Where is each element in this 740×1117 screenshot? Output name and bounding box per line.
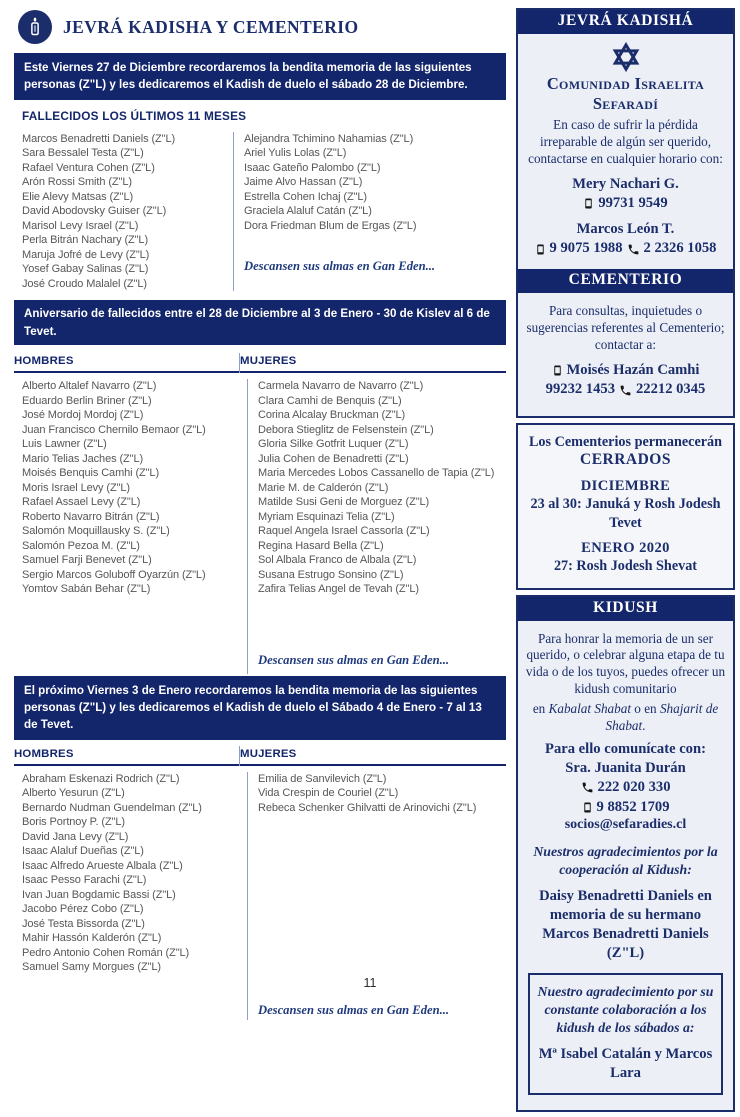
- section2-headers: [14, 353, 506, 373]
- list-item-name: Isaac Alfredo Arueste Albala (Z"L): [22, 859, 183, 872]
- list-item-name: Dora Friedman Blum de Ergas (Z"L): [244, 219, 417, 232]
- list-item-name: Yosef Gabay Salinas (Z"L): [22, 263, 149, 276]
- section2-left-list: [14, 379, 247, 674]
- phone-row: [525, 778, 726, 798]
- closed-month: DICIEMBRE: [580, 478, 671, 495]
- memorial-candle-icon: [18, 10, 52, 44]
- list-item-name: Ariel Yulis Lolas (Z"L): [244, 147, 347, 160]
- blessing-text: Descansen sus almas en Gan Eden...: [258, 652, 450, 667]
- list-item-name: Salomón Moquillausky S. (Z"L): [22, 525, 170, 538]
- list-item-name: Emilia de Sanvilevich (Z"L): [258, 772, 387, 785]
- text-run: o en: [631, 701, 660, 717]
- organization-name: Comunidad Israelita Sefaradí: [546, 74, 705, 113]
- phone-row: [525, 239, 726, 259]
- list-item-name: Alberto Yesurun (Z"L): [22, 787, 125, 800]
- list-item-name: Sol Albala Franco de Albala (Z"L): [258, 554, 417, 567]
- list-item-name: José Mordoj Mordoj (Z"L): [22, 409, 144, 422]
- list-item-name: Susana Estrugo Sonsino (Z"L): [258, 568, 404, 581]
- mobile-phone-icon: [583, 197, 594, 210]
- page-title: JEVRÁ KADISHA Y CEMENTERIO: [63, 16, 359, 37]
- text-run-italic: Kabalat Shabat: [548, 701, 631, 717]
- cemeteries-closed-box: [516, 423, 735, 590]
- list-item-name: Moris Israel Levy (Z"L): [22, 481, 130, 494]
- list-item-name: Regina Hasard Bella (Z"L): [258, 539, 384, 552]
- closed-month: ENERO 2020: [581, 540, 670, 557]
- banner-aniversario: Aniversario de fallecidos entre el 28 de Diciembre al 3 de Enero - 30 de Kislev al 6 de Tevet.: [14, 300, 506, 345]
- list-item-name: Boris Portnoy P. (Z"L): [22, 816, 125, 829]
- kidush-cta: Para ello comunícate con:: [545, 740, 706, 757]
- cementerio-text: Para consultas, inquietudes o sugerencias referentes al Cementerio; contactar a:: [526, 302, 725, 352]
- kidush-text: Para honrar la memoria de un ser querido, o celebrar alguna etapa de tu vida o de los tuyos, puedes ofrecer un kidush comunitario: [525, 630, 726, 697]
- list-item-name: Vida Crespin de Couriel (Z"L): [258, 787, 399, 800]
- section3-right-list: [258, 772, 506, 816]
- list-item-name: Isaac Alaluf Dueñas (Z"L): [22, 845, 144, 858]
- section1-right-list: [244, 132, 506, 234]
- list-item-name: Sara Bessalel Testa (Z"L): [22, 147, 144, 160]
- text-run: en: [532, 701, 549, 717]
- phone-number: 99232 1453: [545, 381, 615, 398]
- list-item-name: Perla Bitrán Nachary (Z"L): [22, 234, 149, 247]
- main-column: [14, 8, 506, 1020]
- list-item-name: Matilde Susi Geni de Morguez (Z"L): [258, 496, 430, 509]
- thanks-names: Mª Isabel Catalán y Marcos Lara: [538, 1045, 713, 1081]
- list-item-name: Bernardo Nudman Guendelman (Z"L): [22, 801, 202, 814]
- list-item-name: Raquel Angela Israel Cassorla (Z"L): [258, 525, 430, 538]
- list-item-name: Isaac Gateño Palombo (Z"L): [244, 161, 381, 174]
- list-item-name: Eduardo Berlin Briner (Z"L): [22, 394, 152, 407]
- section2-name-columns: [14, 373, 506, 674]
- closed-line: CERRADOS: [580, 451, 671, 469]
- list-item-name: Sergio Marcos Goluboff Oyarzún (Z"L): [22, 568, 206, 581]
- phone-number: 9 9075 1988: [549, 240, 623, 257]
- blessing-text: Descansen sus almas en Gan Eden...: [244, 259, 436, 274]
- kidush-content: [518, 621, 733, 1110]
- hombres-header: HOMBRES: [14, 746, 239, 766]
- phone-row: [525, 194, 726, 214]
- list-item-name: Marie M. de Calderón (Z"L): [258, 481, 389, 494]
- phone-icon: [627, 243, 640, 256]
- list-item-name: Maruja Jofré de Levy (Z"L): [22, 248, 150, 261]
- text-run: .: [642, 718, 646, 733]
- thanks-detail: Daisy Benadretti Daniels en memoria de su hermano Marcos Benadretti Daniels (Z"L): [539, 888, 712, 961]
- list-item-name: David Jana Levy (Z"L): [22, 830, 129, 843]
- list-item-name: Corina Alcalay Bruckman (Z"L): [258, 409, 406, 422]
- list-item-name: Roberto Navarro Bitrán (Z"L): [22, 510, 160, 523]
- star-of-david-icon: [611, 42, 641, 72]
- list-item-name: Salomón Pezoa M. (Z"L): [22, 539, 140, 552]
- list-item-name: Mahir Hassón Kalderón (Z"L): [22, 932, 162, 945]
- list-item-name: Clara Camhi de Benquis (Z"L): [258, 394, 402, 407]
- list-item-name: Myriam Esquinazi Telia (Z"L): [258, 510, 395, 523]
- mujeres-header: MUJERES: [240, 353, 506, 373]
- contact-name: Marcos León T.: [576, 221, 675, 238]
- list-item-name: Alejandra Tchimino Nahamias (Z"L): [244, 132, 414, 145]
- phone-row: [525, 798, 726, 818]
- list-item-name: Marcos Benadretti Daniels (Z"L): [22, 132, 176, 145]
- list-item-name: Rebeca Schenker Ghilvatti de Arinovichi (Z"L): [258, 801, 477, 814]
- kidush-text-shabat: [525, 701, 726, 735]
- phone-number: 2 2326 1058: [643, 240, 717, 257]
- list-item-name: Carmela Navarro de Navarro (Z"L): [258, 380, 424, 393]
- mobile-phone-icon: [582, 801, 593, 814]
- mobile-phone-icon: [552, 364, 563, 377]
- sidebar: [516, 8, 735, 1117]
- jevra-kadisha-header: JEVRÁ KADISHÁ: [518, 10, 733, 34]
- section1-left-list: [14, 132, 233, 292]
- list-item-name: Ivan Juan Bogdamic Bassi (Z"L): [22, 888, 176, 901]
- list-item-name: Estrella Cohen Ichaj (Z"L): [244, 190, 367, 203]
- thanks-note: Nuestro agradecimiento por su constante colaboración a los kidush de los sábados a:: [537, 983, 714, 1035]
- blessing-text: Descansen sus almas en Gan Eden...: [258, 1003, 450, 1018]
- phone-icon: [581, 781, 594, 794]
- kidush-box: [516, 595, 735, 1112]
- list-item-name: Juan Francisco Chernilo Bemaor (Z"L): [22, 423, 206, 436]
- mujeres-header: MUJERES: [240, 746, 506, 766]
- list-item-name: Samuel Samy Morgues (Z"L): [22, 961, 161, 974]
- list-item-name: Arón Rossi Smith (Z"L): [22, 176, 132, 189]
- section1-name-columns: [14, 130, 506, 292]
- mobile-phone-icon: [535, 243, 546, 256]
- kidush-header: KIDUSH: [518, 597, 733, 621]
- list-item-name: José Testa Bissorda (Z"L): [22, 917, 145, 930]
- contact-name: Mery Nachari G.: [572, 175, 679, 192]
- list-item-name: Rafael Assael Levy (Z"L): [22, 496, 141, 509]
- list-item-name: Zafira Telias Angel de Tevah (Z"L): [258, 583, 419, 596]
- section3-headers: [14, 746, 506, 766]
- list-item-name: Rafael Ventura Cohen (Z"L): [22, 161, 155, 174]
- list-item-name: Yomtov Sabán Behar (Z"L): [22, 583, 151, 596]
- contact-row: [525, 361, 726, 381]
- list-item-name: Moisés Benquis Camhi (Z"L): [22, 467, 160, 480]
- jevra-kadisha-content: [518, 34, 733, 269]
- list-item-name: Isaac Pesso Farachi (Z"L): [22, 874, 147, 887]
- list-item-name: Luis Lawner (Z"L): [22, 438, 107, 451]
- phone-icon: [619, 384, 632, 397]
- page-number: 11: [363, 976, 377, 990]
- closed-dates: 23 al 30: Januká y Rosh Jodesh Tevet: [530, 496, 721, 532]
- phone-number: 222 020 330: [597, 778, 671, 795]
- list-item-name: Marisol Levy Israel (Z"L): [22, 219, 139, 232]
- list-item-name: José Croudo Malalel (Z"L): [22, 277, 147, 290]
- list-item-name: Pedro Antonio Cohen Román (Z"L): [22, 946, 190, 959]
- closed-dates: 27: Rosh Jodesh Shevat: [553, 558, 698, 575]
- list-item-name: Alberto Altalef Navarro (Z"L): [22, 380, 157, 393]
- heading-fallecidos-11-meses: FALLECIDOS LOS ÚLTIMOS 11 MESES: [22, 108, 247, 123]
- section2-right-column: [248, 379, 506, 674]
- banner-friday-3-january: El próximo Viernes 3 de Enero recordaremos la bendita memoria de las siguientes personas (Z"L) y les dedicaremos el Kadish de duelo el Sábado 4 de Enero - 7 al 13 de Tevet.: [14, 676, 506, 740]
- thanks-note: Nuestros agradecimientos por la cooperación al Kidush:: [533, 844, 718, 878]
- list-item-name: Gloria Silke Gotfrit Luquer (Z"L): [258, 438, 409, 451]
- text-run-italic: Shajarit de Shabat: [605, 701, 719, 733]
- list-item-name: Samuel Farji Benevet (Z"L): [22, 554, 152, 567]
- email-address: socios@sefaradies.cl: [564, 817, 687, 833]
- list-item-name: Debora Stieglitz de Felsenstein (Z"L): [258, 423, 434, 436]
- list-item-name: Jaime Alvo Hassan (Z"L): [244, 176, 363, 189]
- thanks-inner-box: [528, 973, 723, 1095]
- hombres-header: HOMBRES: [14, 353, 239, 373]
- phone-number: 22212 0345: [636, 381, 706, 398]
- list-item-name: Mario Telias Jaches (Z"L): [22, 452, 144, 465]
- contact-name: Sra. Juanita Durán: [565, 759, 686, 776]
- section2-right-list: [258, 379, 506, 597]
- cementerio-header: CEMENTERIO: [518, 269, 733, 293]
- banner-friday-27-december: Este Viernes 27 de Diciembre recordaremos la bendita memoria de las siguientes personas (Z"L) y les dedicaremos el Kadish de duelo el sábado 28 de Diciembre.: [14, 53, 506, 100]
- phone-number: 9 8852 1709: [596, 798, 670, 815]
- jevra-kadisha-box: [516, 8, 735, 418]
- list-item-name: Maria Mercedes Lobos Cassanello de Tapia (Z"L): [258, 467, 495, 480]
- cementerio-content: [518, 293, 733, 416]
- list-item-name: Jacobo Pérez Cobo (Z"L): [22, 903, 144, 916]
- list-item-name: David Abodovsky Guiser (Z"L): [22, 205, 167, 218]
- list-item-name: Abraham Eskenazi Rodrich (Z"L): [22, 772, 180, 785]
- list-item-name: Julia Cohen de Benadretti (Z"L): [258, 452, 409, 465]
- section1-right-column: [234, 132, 506, 292]
- contact-name: Moisés Hazán Camhi: [566, 361, 700, 378]
- closed-line: Los Cementerios permanecerán: [528, 434, 723, 451]
- page-header: [18, 10, 506, 44]
- phone-row: [525, 380, 726, 400]
- list-item-name: Graciela Alaluf Catán (Z"L): [244, 205, 372, 218]
- phone-number: 99731 9549: [598, 194, 668, 211]
- list-item-name: Elie Alevy Matsas (Z"L): [22, 190, 134, 203]
- jevra-kadisha-text: En caso de sufrir la pérdida irreparable de algún ser querido, contactarse en cualquier horario con:: [528, 117, 723, 166]
